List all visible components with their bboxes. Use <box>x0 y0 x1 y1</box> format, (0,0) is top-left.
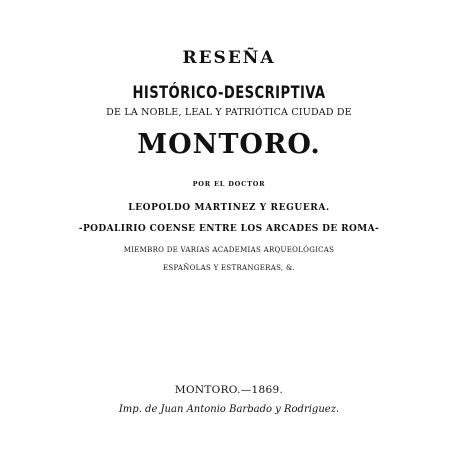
author-name: LEOPOLDO MARTINEZ Y REGUERA. <box>128 203 330 213</box>
title-line-ciudad: DE LA NOBLE, LEAL Y PATRIÓTICA CIUDAD DE <box>106 107 352 118</box>
author-membership-2: ESPAÑOLAS Y ESTRANGERAS, &. <box>162 264 296 272</box>
title-line-resena: RESEÑA <box>182 48 276 68</box>
title-line-montoro: MONTORO. <box>137 129 321 160</box>
author-by: POR EL DOCTOR <box>192 180 266 188</box>
imprint-place-year: MONTORO.—1869. <box>174 384 284 396</box>
author-alias: -PODALIRIO COENSE ENTRE LOS ARCADES DE ROMA- <box>78 224 380 234</box>
imprint-printer: Imp. de Juan Antonio Barbado y Rodriguez. <box>118 404 340 415</box>
author-membership-1: MIEMBRO DE VARIAS ACADEMIAS ARQUEOLÓGICAS <box>123 246 335 254</box>
title-line-historico: HISTÓRICO-DESCRIPTIVA <box>132 83 326 103</box>
